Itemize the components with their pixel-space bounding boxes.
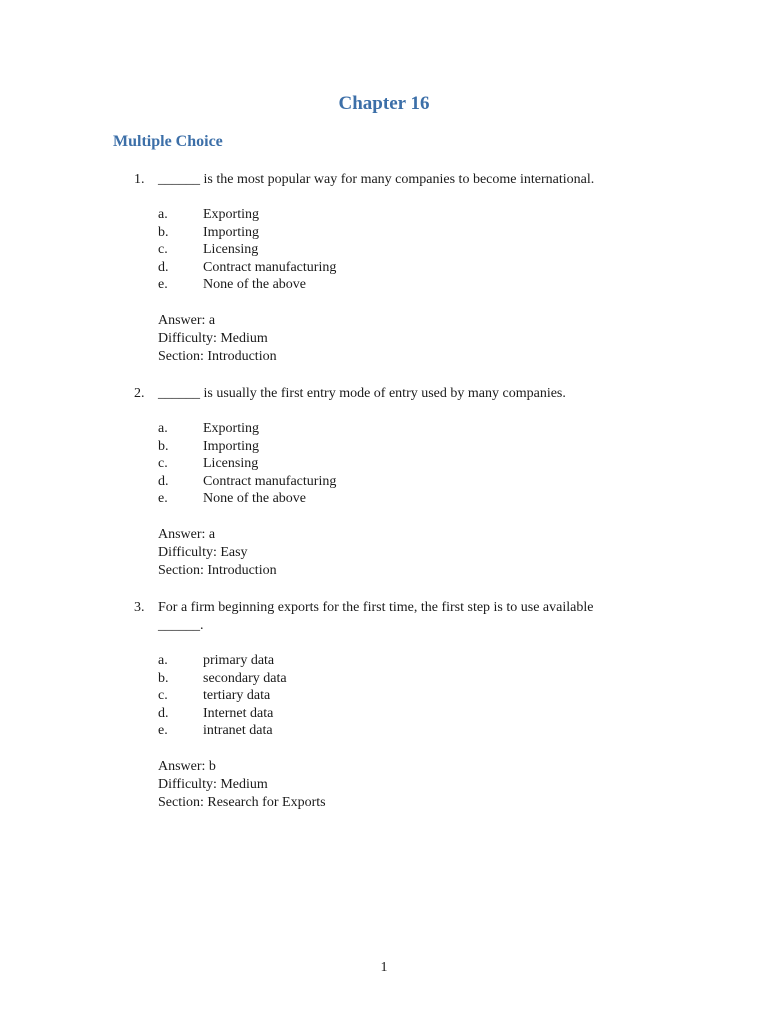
chapter-title: Chapter 16 bbox=[338, 93, 430, 114]
option-letter: c. bbox=[158, 456, 168, 472]
option-c bbox=[158, 241, 634, 259]
question-text: ______ is the most popular way for many companies to become international. bbox=[158, 172, 595, 187]
options-list bbox=[158, 652, 630, 740]
answer-metadata bbox=[158, 526, 634, 580]
question-stem bbox=[134, 385, 634, 403]
option-d bbox=[158, 473, 634, 491]
option-text: primary data bbox=[203, 653, 275, 668]
option-letter: e. bbox=[158, 491, 168, 507]
question-text: For a firm beginning exports for the first time, the first step is to use available ______. bbox=[158, 600, 594, 633]
option-text: Importing bbox=[203, 224, 259, 240]
page-number: 1 bbox=[380, 960, 388, 975]
option-b bbox=[158, 224, 634, 242]
option-text: Contract manufacturing bbox=[203, 259, 337, 275]
question-number: 3. bbox=[134, 600, 145, 615]
section-line: Section: Research for Exports bbox=[158, 794, 326, 810]
option-text: Exporting bbox=[203, 421, 259, 436]
option-letter: c. bbox=[158, 688, 168, 704]
option-a bbox=[158, 206, 634, 224]
question-text: ______ is usually the first entry mode of entry used by many companies. bbox=[158, 386, 566, 401]
option-text: None of the above bbox=[203, 491, 307, 507]
question-1 bbox=[134, 171, 634, 366]
option-letter: a. bbox=[158, 421, 168, 436]
answer-metadata bbox=[158, 758, 630, 812]
answer-line: Answer: b bbox=[158, 758, 216, 774]
question-2 bbox=[134, 385, 634, 580]
option-text: tertiary data bbox=[203, 688, 271, 704]
option-letter: e. bbox=[158, 277, 168, 293]
question-stem bbox=[134, 599, 630, 635]
difficulty-line: Difficulty: Medium bbox=[158, 330, 268, 346]
option-letter: b. bbox=[158, 438, 169, 454]
answer-line: Answer: a bbox=[158, 312, 216, 328]
options-list bbox=[158, 206, 634, 294]
option-e bbox=[158, 490, 634, 508]
option-a bbox=[158, 420, 634, 438]
section-line: Section: Introduction bbox=[158, 348, 277, 364]
option-letter: d. bbox=[158, 259, 169, 275]
option-text: Contract manufacturing bbox=[203, 473, 337, 489]
option-letter: b. bbox=[158, 670, 169, 686]
option-text: None of the above bbox=[203, 277, 307, 293]
option-c bbox=[158, 455, 634, 473]
option-letter: c. bbox=[158, 242, 168, 258]
question-stem bbox=[134, 171, 634, 189]
question-number: 2. bbox=[134, 386, 145, 401]
option-c bbox=[158, 687, 630, 705]
option-letter: e. bbox=[158, 723, 168, 739]
answer-metadata bbox=[158, 312, 634, 366]
option-text: Licensing bbox=[203, 456, 259, 472]
section-heading: Multiple Choice bbox=[113, 133, 223, 150]
question-3 bbox=[134, 599, 630, 812]
option-letter: a. bbox=[158, 653, 168, 668]
option-letter: d. bbox=[158, 473, 169, 489]
question-number: 1. bbox=[134, 172, 145, 187]
option-text: Exporting bbox=[203, 207, 259, 222]
option-text: intranet data bbox=[203, 723, 273, 739]
option-d bbox=[158, 705, 630, 723]
option-e bbox=[158, 276, 634, 294]
option-b bbox=[158, 438, 634, 456]
option-text: Internet data bbox=[203, 705, 274, 721]
answer-line: Answer: a bbox=[158, 526, 216, 542]
option-a bbox=[158, 652, 630, 670]
option-d bbox=[158, 259, 634, 277]
options-list bbox=[158, 420, 634, 508]
option-letter: a. bbox=[158, 207, 168, 222]
option-text: Importing bbox=[203, 438, 259, 454]
option-e bbox=[158, 722, 630, 740]
option-text: secondary data bbox=[203, 670, 287, 686]
difficulty-line: Difficulty: Easy bbox=[158, 544, 248, 560]
option-letter: d. bbox=[158, 705, 169, 721]
option-text: Licensing bbox=[203, 242, 259, 258]
option-b bbox=[158, 670, 630, 688]
option-letter: b. bbox=[158, 224, 169, 240]
section-line: Section: Introduction bbox=[158, 562, 277, 578]
difficulty-line: Difficulty: Medium bbox=[158, 776, 268, 792]
